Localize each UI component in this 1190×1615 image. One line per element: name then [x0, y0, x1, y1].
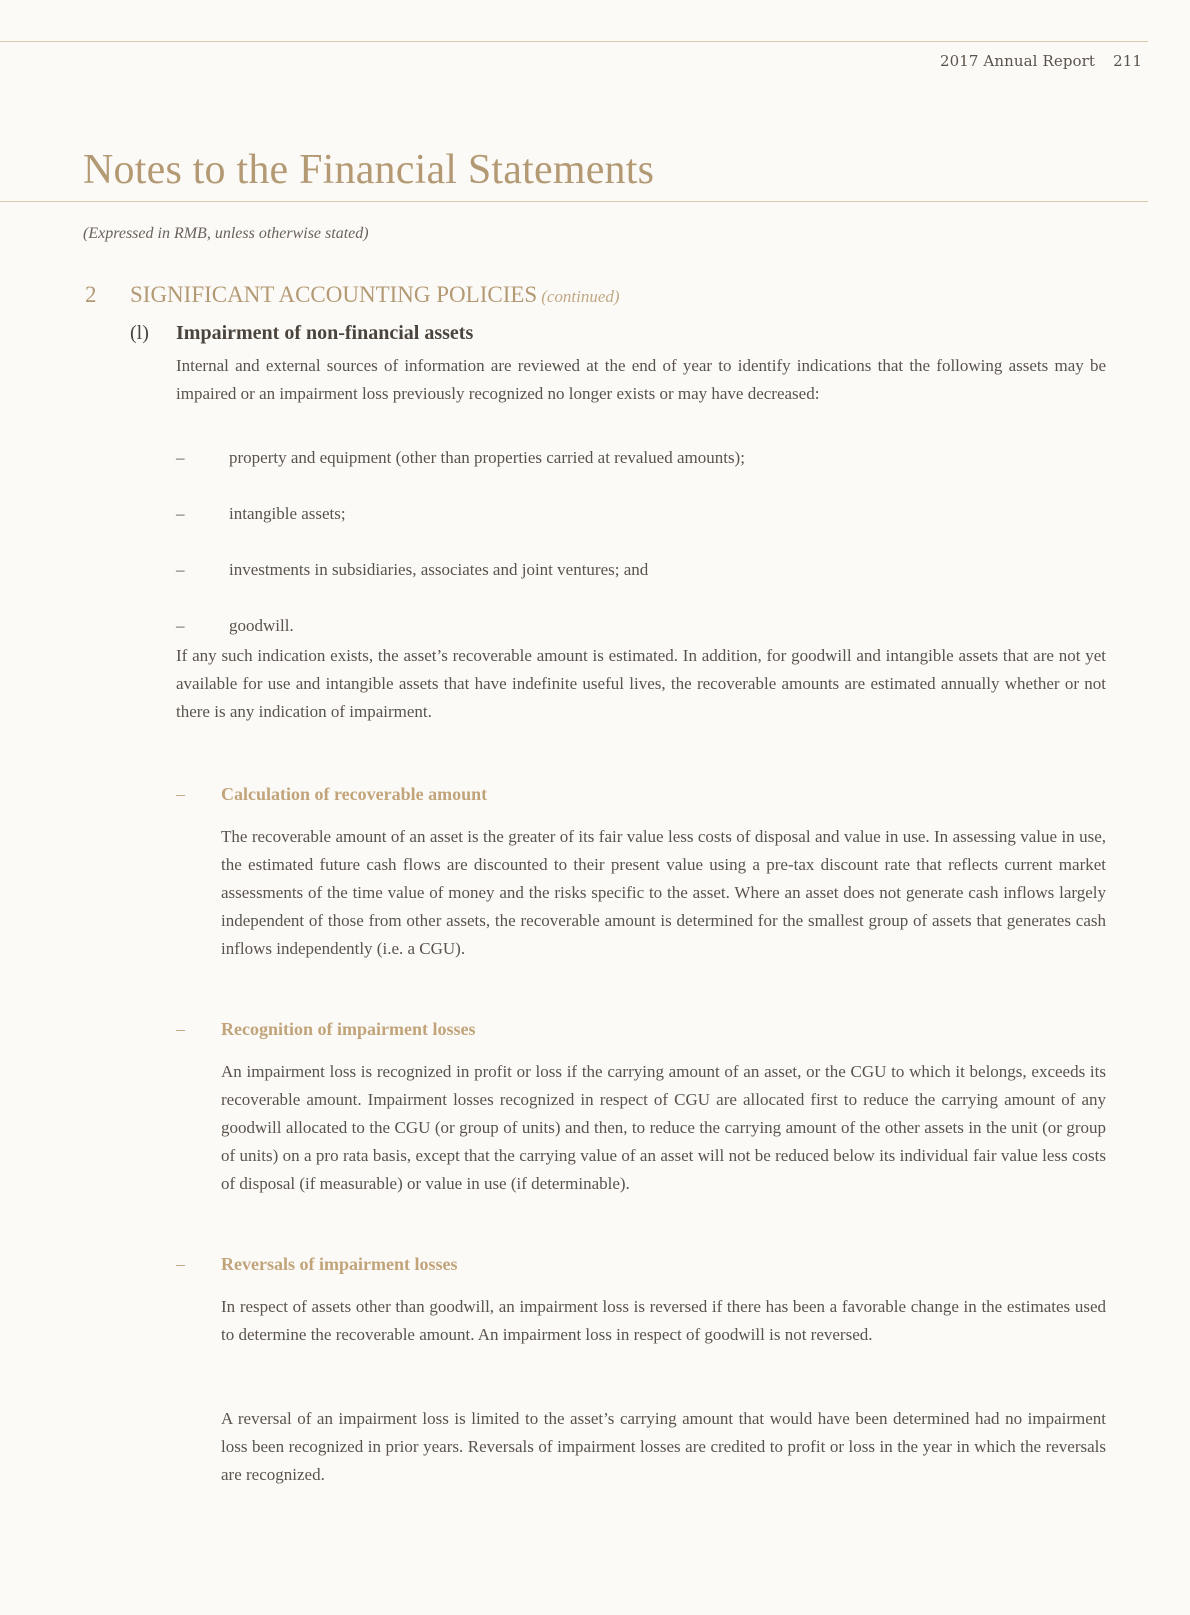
running-header: [940, 52, 1142, 70]
title-rule: [0, 201, 1148, 202]
page-title: Notes to the Financial Statements: [83, 147, 655, 193]
list-dash: –: [176, 616, 185, 635]
list-dash: –: [176, 448, 185, 467]
group-dash: –: [176, 784, 185, 804]
reversals-paragraph-1: In respect of assets other than goodwill, an impairment loss is reversed if there has been a favorable change in the estimates used to determine the recoverable amount. An impairment loss in respect of goodwill is not reversed.: [221, 1297, 1106, 1344]
subsection-number: (l): [130, 322, 149, 344]
currency-note: (Expressed in RMB, unless otherwise stated): [83, 225, 369, 242]
report-name: 2017 Annual Report: [939, 52, 1096, 70]
group-title: Recognition of impairment losses: [221, 1019, 476, 1039]
list-dash: –: [176, 504, 185, 523]
subsection-heading: [130, 322, 473, 345]
section-title: SIGNIFICANT ACCOUNTING POLICIES: [130, 282, 538, 307]
subsection-title: Impairment of non-financial assets: [176, 322, 474, 344]
reversals-paragraph-2: A reversal of an impairment loss is limited to the asset’s carrying amount that would have been determined had no impairment loss been recognized in prior years. Reversals of impairment losses are credited to profit or loss in the year in which the reversals are recognized.: [221, 1409, 1106, 1484]
indication-paragraph: If any such indication exists, the asset’s recoverable amount is estimated. In addition, for goodwill and intangible assets that are not yet available for use and intangible assets that have indefinite useful lives, the recoverable amounts are estimated annually whether or not there is any indication of impairment.: [176, 646, 1106, 721]
page-number: 211: [1113, 52, 1142, 70]
list-item-text: goodwill.: [229, 616, 294, 635]
list-item-text: investments in subsidiaries, associates and joint ventures; and: [229, 560, 649, 579]
group-title: Reversals of impairment losses: [221, 1254, 458, 1274]
group-dash: –: [176, 1254, 185, 1274]
group-title: Calculation of recoverable amount: [221, 784, 488, 804]
recognition-paragraph: An impairment loss is recognized in profit or loss if the carrying amount of an asset, or the CGU to which it belongs, exceeds its recoverable amount. Impairment losses recognized in respect of CGU are allocated first to reduce the carrying amount of any goodwill allocated to the CGU (or group of units) and then, to reduce the carrying amount of the other assets in the unit (or group of units) on a pro rata basis, except that the carrying value of an asset will not be reduced below its individual fair value less costs of disposal (if measurable) or value in use (if determinable).: [221, 1062, 1106, 1193]
list-item-text: property and equipment (other than properties carried at revalued amounts);: [229, 448, 745, 467]
section-number: 2: [85, 282, 97, 307]
group-dash: –: [176, 1019, 185, 1039]
calculation-paragraph: The recoverable amount of an asset is the greater of its fair value less costs of disposal and value in use. In assessing value in use, the estimated future cash flows are discounted to their present value using a pre-tax discount rate that reflects current market assessments of the time value of money and the risks specific to the asset. Where an asset does not generate cash inflows largely independent of those from other assets, the recoverable amount is determined for the smallest group of assets that generates cash inflows independently (i.e. a CGU).: [221, 827, 1106, 958]
list-dash: –: [176, 560, 185, 579]
continued-label: (continued): [541, 287, 620, 306]
header-rule: [0, 41, 1148, 42]
intro-paragraph: Internal and external sources of information are reviewed at the end of year to identify indications that the following assets may be impaired or an impairment loss previously recognized no longer exists or may have decreased:: [176, 356, 1106, 403]
list-item-text: intangible assets;: [229, 504, 346, 523]
section-heading: [85, 282, 620, 308]
